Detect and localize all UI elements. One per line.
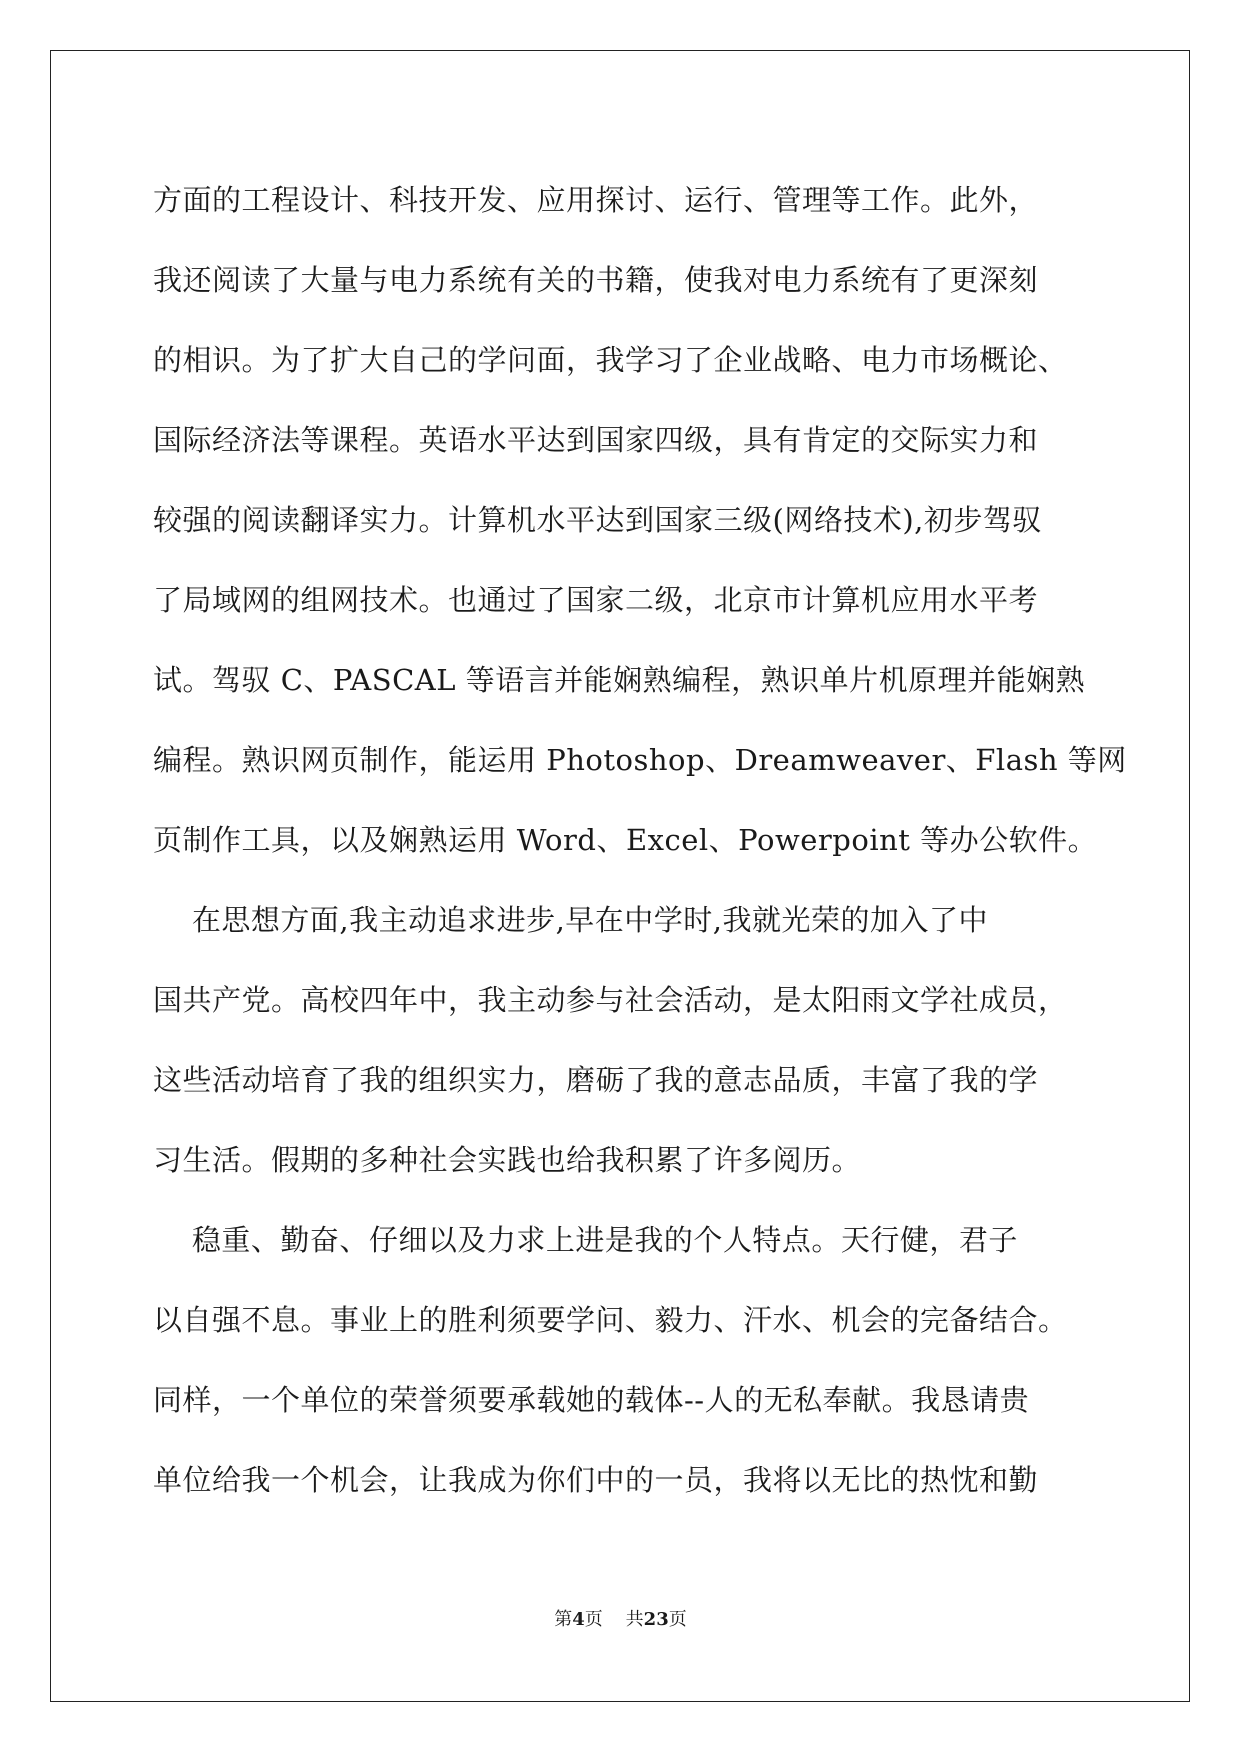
total-pages-number: 23 <box>643 1609 669 1630</box>
text-line: 稳重、勤奋、仔细以及力求上进是我的个人特点。天行健，君子 <box>153 1223 1018 1257</box>
page-label-prefix: 第 <box>554 1609 573 1630</box>
text-line: 这些活动培育了我的组织实力，磨砺了我的意志品质，丰富了我的学 <box>153 1063 1039 1097</box>
text-line: 以自强不息。事业上的胜利须要学问、毅力、汗水、机会的完备结合。 <box>153 1303 1068 1337</box>
text-line: 编程。熟识网页制作，能运用 Photoshop、Dreamweaver、Flash 等网 <box>153 743 1127 777</box>
document-body <box>153 160 1127 1520</box>
current-page-number: 4 <box>572 1609 585 1630</box>
text-line: 习生活。假期的多种社会实践也给我积累了许多阅历。 <box>153 1143 862 1177</box>
text-line: 在思想方面,我主动追求进步,早在中学时,我就光荣的加入了中 <box>153 903 989 937</box>
text-line: 同样，一个单位的荣誉须要承载她的载体--人的无私奉献。我恳请贵 <box>153 1383 1030 1417</box>
text-line: 试。驾驭 C、PASCAL 等语言并能娴熟编程，熟识单片机原理并能娴熟 <box>153 663 1086 697</box>
text-line: 的相识。为了扩大自己的学问面，我学习了企业战略、电力市场概论、 <box>153 343 1068 377</box>
text-line: 页制作工具，以及娴熟运用 Word、Excel、Powerpoint 等办公软件。 <box>153 823 1098 857</box>
text-line: 单位给我一个机会，让我成为你们中的一员，我将以无比的热忱和勤 <box>153 1463 1039 1497</box>
page-label-suffix: 页 <box>584 1609 603 1630</box>
text-line: 国共产党。高校四年中，我主动参与社会活动，是太阳雨文学社成员， <box>153 983 1068 1017</box>
total-label-suffix: 页 <box>668 1609 687 1630</box>
text-line: 我还阅读了大量与电力系统有关的书籍，使我对电力系统有了更深刻 <box>153 263 1039 297</box>
page-footer <box>0 1608 1241 1632</box>
text-line: 国际经济法等课程。英语水平达到国家四级，具有肯定的交际实力和 <box>153 423 1039 457</box>
total-label-prefix: 共 <box>625 1609 644 1630</box>
text-line: 较强的阅读翻译实力。计算机水平达到国家三级(网络技术),初步驾驭 <box>153 503 1042 537</box>
text-line: 了局域网的组网技术。也通过了国家二级，北京市计算机应用水平考 <box>153 583 1039 617</box>
text-line: 方面的工程设计、科技开发、应用探讨、运行、管理等工作。此外， <box>153 183 1039 217</box>
